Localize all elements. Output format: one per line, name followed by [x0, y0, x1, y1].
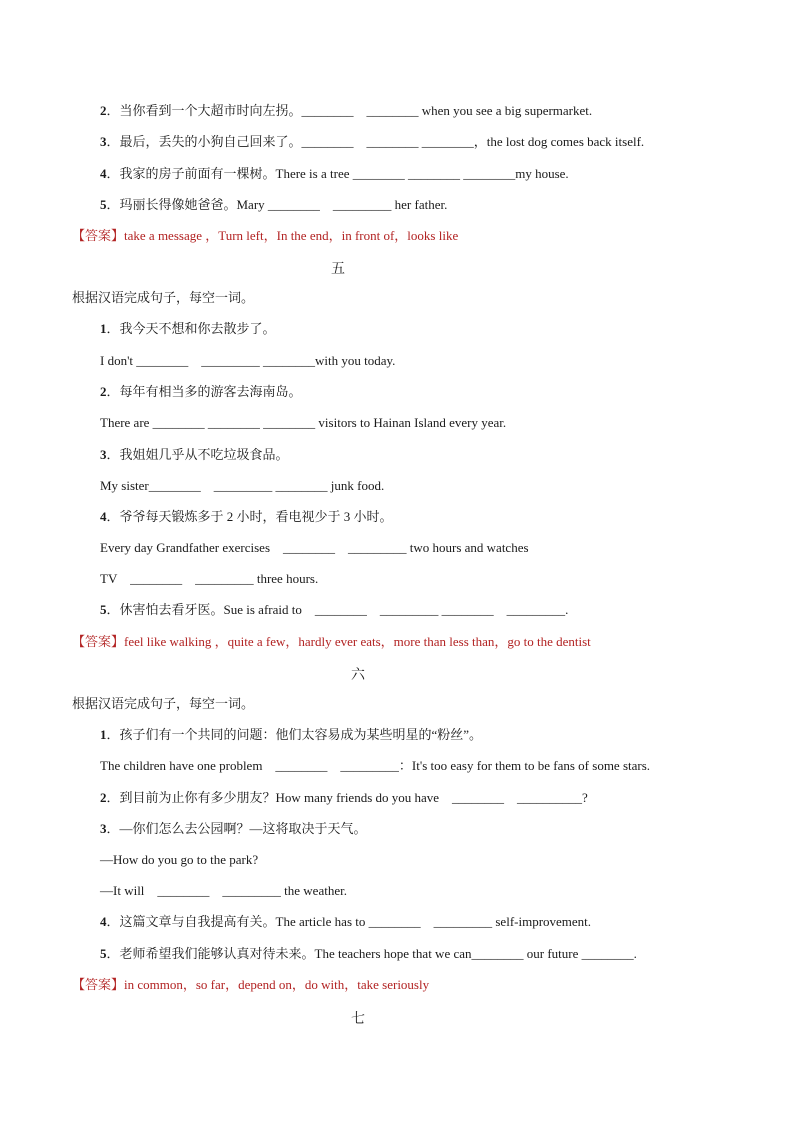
question-text: ．休害怕去看牙医。Sue is afraid to ________ _________ ________ _________.	[106, 602, 569, 617]
question-item	[100, 913, 591, 931]
question-number: 5	[100, 946, 107, 961]
question-number: 4	[100, 509, 107, 524]
question-number: 3	[100, 447, 107, 462]
answer-tag: 【答案】	[72, 228, 125, 243]
question-english: —It will ________ _________ the weather.	[100, 883, 347, 898]
question-item	[100, 102, 592, 120]
question-number: 5	[100, 197, 107, 212]
question-number: 3	[100, 134, 107, 149]
question-number: 2	[100, 790, 107, 805]
answer-text: feel like walking ，quite a few，hardly ever eats，more than less than，go to the dentist	[124, 634, 591, 649]
question-item	[100, 446, 289, 464]
section-instruction: 根据汉语完成句子，每空一词。	[72, 290, 255, 305]
question-item	[100, 601, 568, 619]
question-english: TV ________ _________ three hours.	[100, 571, 319, 586]
question-text: ．我姐姐几乎从不吃垃圾食品。	[106, 447, 289, 462]
question-text: ．这篇文章与自我提高有关。The article has to ________ _________ self-improvement.	[106, 914, 592, 929]
question-number: 2	[100, 103, 107, 118]
question-text: ．当你看到一个大超市时向左拐。________ ________ when you see a big supermarket.	[106, 103, 593, 118]
question-text: ．老师希望我们能够认真对待未来。The teachers hope that we can________ our future ________.	[106, 946, 637, 961]
question-item	[100, 820, 367, 838]
question-item	[100, 945, 637, 963]
question-text: ．玛丽长得像她爸爸。Mary ________ _________ her father.	[106, 197, 448, 212]
answer-tag: 【答案】	[72, 977, 125, 992]
question-item	[100, 383, 302, 401]
question-item	[100, 165, 569, 183]
question-number: 1	[100, 727, 107, 742]
question-item	[100, 133, 644, 151]
question-item	[100, 320, 276, 338]
question-english: There are ________ ________ ________ visitors to Hainan Island every year.	[100, 415, 507, 430]
question-text: ．孩子们有一个共同的问题：他们太容易成为某些明星的“粉丝”。	[106, 727, 483, 742]
question-item	[100, 508, 393, 526]
question-number: 5	[100, 602, 107, 617]
answer-text: take a message ，Turn left，In the end，in front of，looks like	[124, 228, 459, 243]
question-text: ．我今天不想和你去散步了。	[106, 321, 276, 336]
section-heading: 七	[351, 1012, 365, 1027]
section-instruction: 根据汉语完成句子，每空一词。	[72, 696, 255, 711]
answer-text: in common，so far，depend on，do with，take seriously	[124, 977, 430, 992]
answer-line	[72, 976, 429, 994]
question-number: 4	[100, 166, 107, 181]
question-text: ．最后，丢失的小狗自己回来了。________ ________ ________，the lost dog comes back itself.	[106, 134, 645, 149]
answer-tag: 【答案】	[72, 634, 125, 649]
question-english: —How do you go to the park?	[100, 852, 259, 867]
question-english: I don't ________ _________ ________with you today.	[100, 353, 396, 368]
question-english: My sister________ _________ ________ junk food.	[100, 478, 385, 493]
question-number: 3	[100, 821, 107, 836]
question-text: ．到目前为止你有多少朋友？How many friends do you have ________ __________?	[106, 790, 588, 805]
question-text: ．爷爷每天锻炼多于 2 小时，看电视少于 3 小时。	[106, 509, 393, 524]
question-text: ．我家的房子前面有一棵树。There is a tree ________ ________ ________my house.	[106, 166, 569, 181]
section-heading: 六	[351, 668, 365, 683]
question-number: 1	[100, 321, 107, 336]
question-item	[100, 789, 588, 807]
section-heading: 五	[331, 262, 345, 277]
question-item	[100, 726, 482, 744]
answer-line	[72, 633, 591, 651]
question-text: ．—你们怎么去公园啊？—这将取决于天气。	[106, 821, 367, 836]
question-number: 4	[100, 914, 107, 929]
question-english: The children have one problem ________ _________：It's too easy for them to be fans of some stars.	[100, 758, 651, 773]
question-number: 2	[100, 384, 107, 399]
answer-line	[72, 227, 458, 245]
question-item	[100, 196, 447, 214]
question-text: ．每年有相当多的游客去海南岛。	[106, 384, 302, 399]
question-english: Every day Grandfather exercises ________ _________ two hours and watches	[100, 540, 529, 555]
